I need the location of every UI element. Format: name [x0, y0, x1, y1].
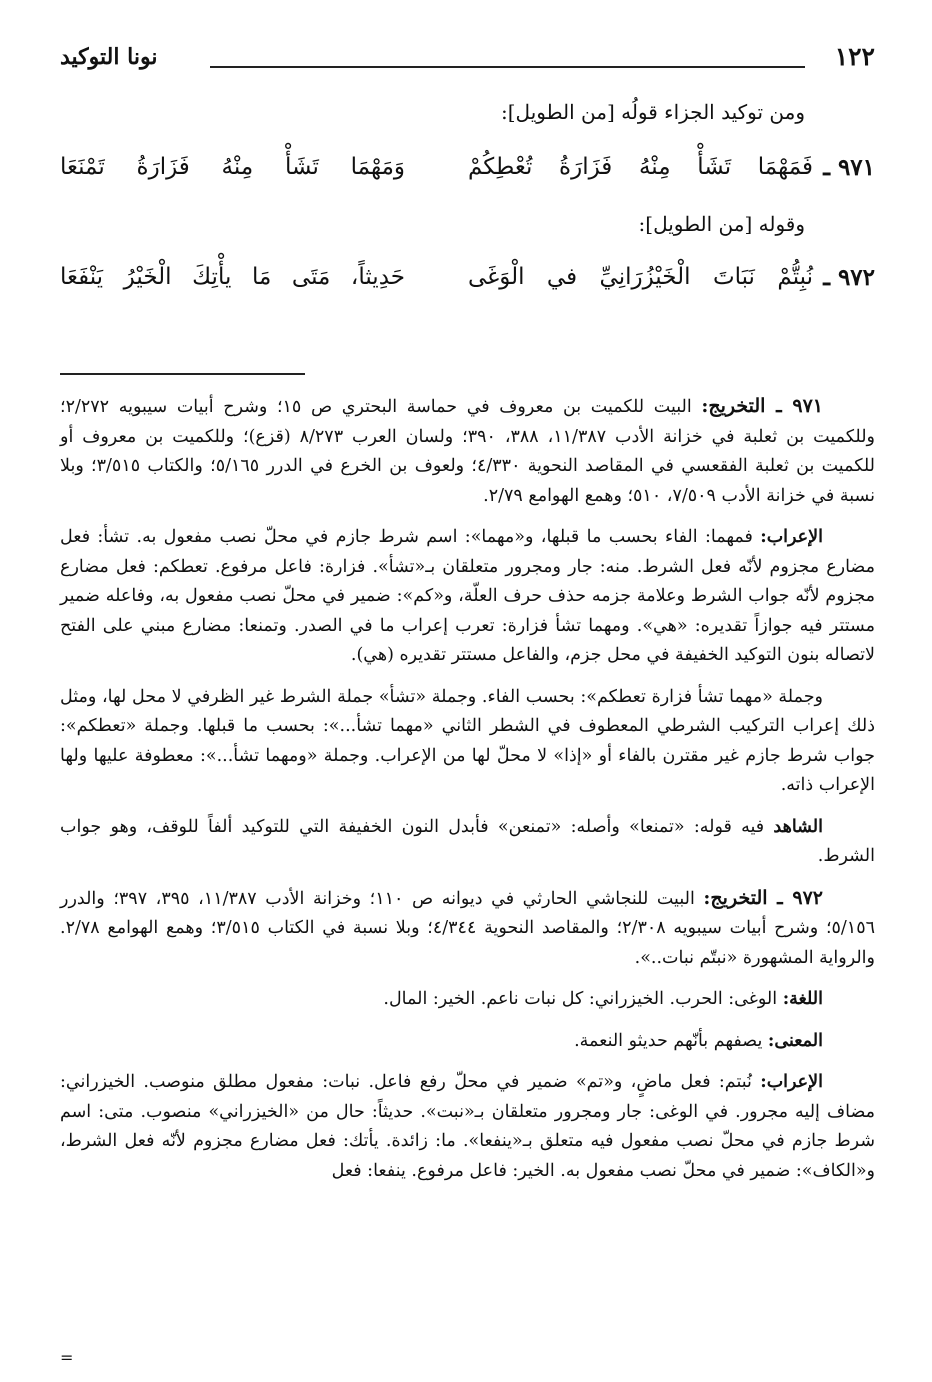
- footnote-971-takhrij: [60, 392, 875, 511]
- verse-number: ٩٧٢ ـ: [823, 264, 875, 291]
- footnote-971-shahid: [60, 813, 875, 872]
- lugha-text: الوغى: الحرب. الخيزراني: كل نبات ناعم. الخير: المال.: [383, 989, 778, 1009]
- maana-label: المعنى:: [767, 1030, 823, 1051]
- irab-label: الإعراب:: [760, 1072, 823, 1092]
- verse-intro-971: ومن توكيد الجزاء قولُه [من الطويل]:: [501, 100, 805, 124]
- irab-line-2: تشأ: فعل مضارع مجزوم لأنّه فعل الشرط. منه: جار ومجرور متعلقان بـ«تشأ». فزارة: فاعل مرفوع.: [60, 527, 875, 577]
- footnote-972-irab: [60, 1068, 875, 1186]
- page-number: ١٢٢: [834, 42, 875, 71]
- footnote-971-irab: [60, 523, 875, 671]
- footnote-972-lugha: [60, 985, 875, 1015]
- header-rule: [210, 66, 805, 68]
- footnote-971-jumla: وجملة «مهما تشأ فزارة تعطكم»: بحسب الفاء. وجملة «تشأ» جملة الشرط غير الظرفي لا محل لها، ومثل ذلك إعراب التركيب الشرطي المعطوف في الشطر الثاني «مهما تشأ...»: بحسب ما قبلها. وجملة «تعطكم»: جواب شرط جازم غير مقترن بالفاء أو «إذا» لا محلّ لها من الإعراب. وجملة «ومهما تشأ...»: معطوفة عليها ولها الإعراب ذاته.: [60, 686, 875, 795]
- footnote-divider: [60, 373, 305, 375]
- irab-line-3: تعطكم: فعل مضارع مجزوم لأنّه جواب الشرط وعلامة جزمه حذف حرف العلّة، و«كم»: ضمير في محلّ نصب مفعول به، وفاعله ضمير مستتر فيه جوازاً تقديره: «هي». ومهما تشأ فزارة: تعرب إعراب ما في الصدر. وتمنعا: مضارع مبني على الفتح لاتصاله بنون التوكيد الخفيفة في محل جزم، والفاعل مستتر تقديره (هي).: [60, 556, 875, 665]
- book-page: [60, 30, 876, 1367]
- shahid-label: الشاهد: [773, 816, 823, 837]
- takhrij-text: البيت للنجاشي الحارثي في ديوانه ص ١١٠؛ وخزانة الأدب ١١/٣٨٧، ٣٩٥، ٣٩٧؛ والدرر ٥/١٥٦؛ وشرح أبيات سيبويه ٢/٣٠٨؛ والمقاصد النحوية ٤/٣٤٤؛ وبلا نسبة في الكتاب ٣/٥١٥؛ وهمع الهوامع ٢/٧٨. والرواية المشهورة «نبتّم نبات..».: [60, 888, 876, 968]
- continuation-mark: =: [60, 1348, 74, 1367]
- shahid-text: فيه قوله: «تمنعا» وأصله: «تمنعن» فأبدل النون الخفيفة التي للتوكيد ألفاً للوقف، وهو جواب الشرط.: [60, 816, 875, 866]
- takhrij-label: ٩٧٢ ـ التخريج:: [703, 886, 823, 909]
- verse-intro-972: وقوله [من الطويل]:: [638, 212, 805, 236]
- verse-second-hemistich: حَدِيثاً، مَتَى مَا يأْتِكَ الْخَيْرُ يَنْفَعَا: [60, 264, 405, 290]
- irab-text: نُبتم: فعل ماضٍ، و«تم» ضمير في محلّ رفع فاعل. نبات: مفعول مطلق منوصب. الخيزراني: مضاف إليه مجرور. في الوغى: جار ومجرور متعلقان بـ«نبت». حديثاً: حال من «الخيزراني» منصوب. متى: اسم شرط جازم في محلّ نصب مفعول فيه متعلق بـ«ينفعا». ما: زائدة. يأتك: فعل مضارع مجزوم لأنّه فعل الشرط، و«الكاف»: ضمير في محلّ نصب مفعول به. الخير: فاعل مرفوع. ينفعا: فعل: [60, 1072, 875, 1181]
- verse-971: [60, 154, 875, 196]
- irab-line-1: فمهما: الفاء بحسب ما قبلها، و«مهما»: اسم شرط جازم في محلّ نصب مفعول به.: [136, 527, 753, 547]
- verse-972: [60, 264, 875, 306]
- takhrij-label: ٩٧١ ـ التخريج:: [701, 395, 823, 417]
- lugha-label: اللغة:: [782, 989, 823, 1009]
- footnote-972-maana: [60, 1027, 875, 1057]
- verse-number: ٩٧١ ـ: [823, 154, 875, 181]
- footnote-972-takhrij: [60, 884, 875, 974]
- verse-first-hemistich: فَمَهْمَا تَشَأْ مِنْهُ فَزَارَةُ تُعْطِكُمْ: [468, 154, 813, 180]
- footnotes: [60, 392, 875, 1198]
- running-title: نونا التوكيد: [60, 44, 158, 70]
- irab-label: الإعراب:: [760, 527, 823, 547]
- page-header: [60, 42, 875, 82]
- maana-text: يصفهم بأنّهم حديثو النعمة.: [574, 1030, 763, 1051]
- verse-first-hemistich: نُبِتُّمْ نَبَاتَ الْخَيْزُرَانِيِّ في الْوَغَى: [468, 264, 813, 290]
- takhrij-text: البيت للكميت بن معروف في حماسة البحتري ص ١٥؛ وشرح أبيات سيبويه ٢/٢٧٢؛ وللكميت بن ثعلبة في خزانة الأدب ١١/٣٨٧، ٣٨٨، ٣٩٠؛ ولسان العرب ٨/٢٧٣ (قزع)؛ وللكميت بن معروف أو للكميت بن ثعلبة الفقعسي في المقاصد النحوية ٤/٣٣٠؛ ولعوف بن الخرع في الدرر ٥/١٦٥؛ والكتاب ٣/٥١٥؛ وبلا نسبة في خزانة الأدب ٧/٥٠٩، ٥١٠؛ وهمع الهوامع ٢/٧٩.: [60, 397, 876, 506]
- verse-second-hemistich: وَمَهْمَا تَشَأْ مِنْهُ فَزَارَةُ تَمْنَعَا: [60, 154, 405, 180]
